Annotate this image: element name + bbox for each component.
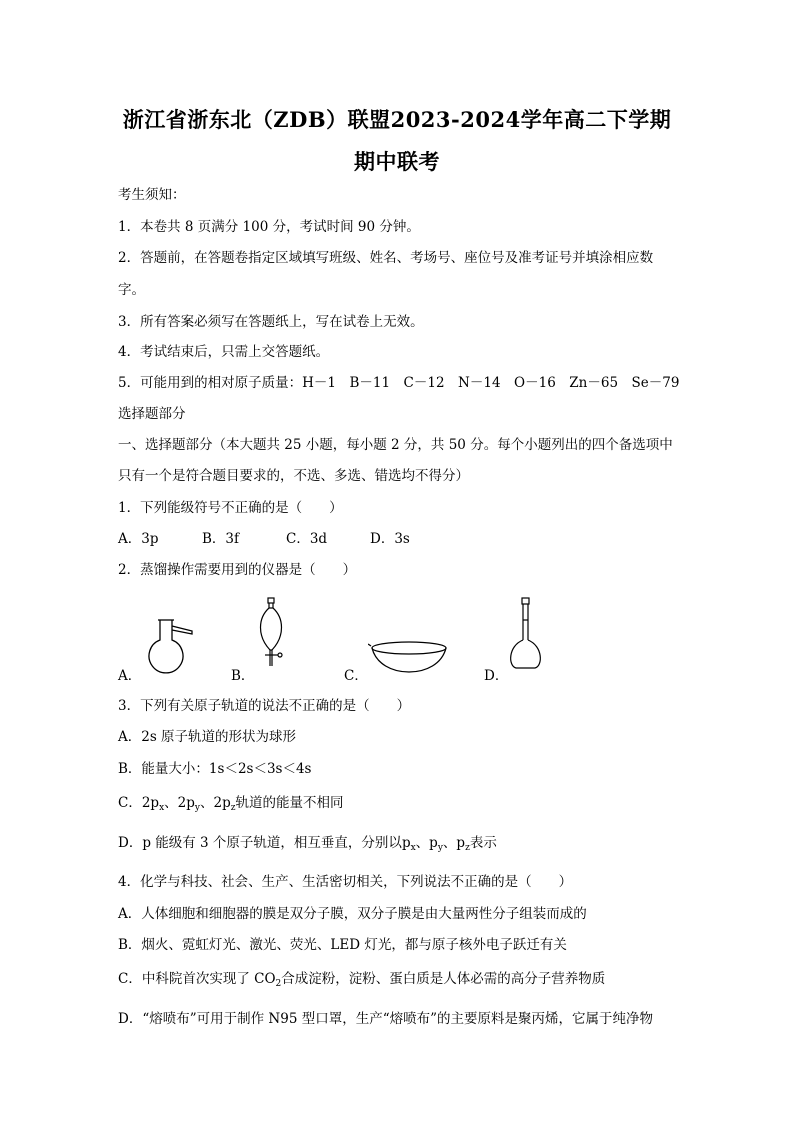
q1-stem: 1．下列能级符号不正确的是（ ） <box>118 500 343 516</box>
q1-option-c: C．3d <box>286 531 328 547</box>
volumetric-flask-figure <box>506 596 546 674</box>
evaporating-dish-figure <box>368 634 450 678</box>
q4-option-c: C．中科院首次实现了 $CO_2$合成淀粉，淀粉、蛋白质是人体必需的高分子营养物质 <box>118 971 606 989</box>
notice-item-5: 5．可能用到的相对原子质量：H－1 B－11 C－12 N－14 O－16 Zn－65 Se－79 <box>118 375 680 391</box>
page-title: 浙江省浙东北（ZDB）联盟2023-2024学年高二下学期 <box>122 107 672 132</box>
q4-stem: 4．化学与科技、社会、生产、生活密切相关，下列说法不正确的是（ ） <box>118 874 573 890</box>
q2-option-d: D． <box>484 668 509 684</box>
q2-stem: 2．蒸馏操作需要用到的仪器是（ ） <box>118 562 357 578</box>
q2-option-a: A． <box>118 668 142 684</box>
q3-option-d: D．p 能级有 3 个原子轨道，相互垂直，分别以$p_x$、$p_y$、$p_z$表示 <box>118 835 497 853</box>
q1-option-a: A．3p <box>118 531 159 547</box>
notice-heading: 考生须知： <box>118 187 186 203</box>
section-name: 选择题部分 <box>118 406 186 422</box>
q3-option-a: A．2s 原子轨道的形状为球形 <box>118 729 297 745</box>
q3-stem: 3．下列有关原子轨道的说法不正确的是（ ） <box>118 698 411 714</box>
distillation-flask-figure <box>138 612 198 678</box>
notice-item-3: 3．所有答案必须写在答题纸上，写在试卷上无效。 <box>118 314 424 330</box>
q4-option-a: A．人体细胞和细胞器的膜是双分子膜，双分子膜是由大量两性分子组装而成的 <box>118 906 587 922</box>
page-subtitle: 期中联考 <box>354 149 440 174</box>
q4-option-d: D．“熔喷布”可用于制作 N95 型口罩，生产“熔喷布”的主要原料是聚丙烯，它属于纯净物 <box>118 1011 654 1027</box>
notice-item-4: 4．考试结束后，只需上交答题纸。 <box>118 344 330 360</box>
notice-item-2: 2．答题前，在答题卷指定区域填写班级、姓名、考场号、座位号及准考证号并填涂相应数 <box>118 250 654 266</box>
q4-option-b: B．烟火、霓虹灯光、激光、荧光、LED 灯光，都与原子核外电子跃迁有关 <box>118 937 567 953</box>
q1-options <box>118 530 410 548</box>
q2-option-b: B． <box>231 668 255 684</box>
q1-option-b: B．3f <box>202 531 240 547</box>
q1-option-d: D．3s <box>370 531 410 547</box>
notice-item-1: 1．本卷共 8 页满分 100 分，考试时间 90 分钟。 <box>118 219 420 235</box>
q3-option-c: C．$2p_x$、$2p_y$、$2p_z$轨道的能量不相同 <box>118 795 344 813</box>
q2-option-c: C． <box>344 668 368 684</box>
notice-item-2-cont: 字。 <box>118 282 145 298</box>
separatory-funnel-figure <box>252 596 294 670</box>
section-intro-2: 只有一个是符合题目要求的，不选、多选、错选均不得分） <box>118 468 469 484</box>
q3-option-b: B．能量大小：1s＜2s＜3s＜4s <box>118 761 312 777</box>
section-intro-1: 一、选择题部分（本大题共 25 小题，每小题 2 分，共 50 分。每个小题列出的四个备选项中 <box>118 437 673 453</box>
